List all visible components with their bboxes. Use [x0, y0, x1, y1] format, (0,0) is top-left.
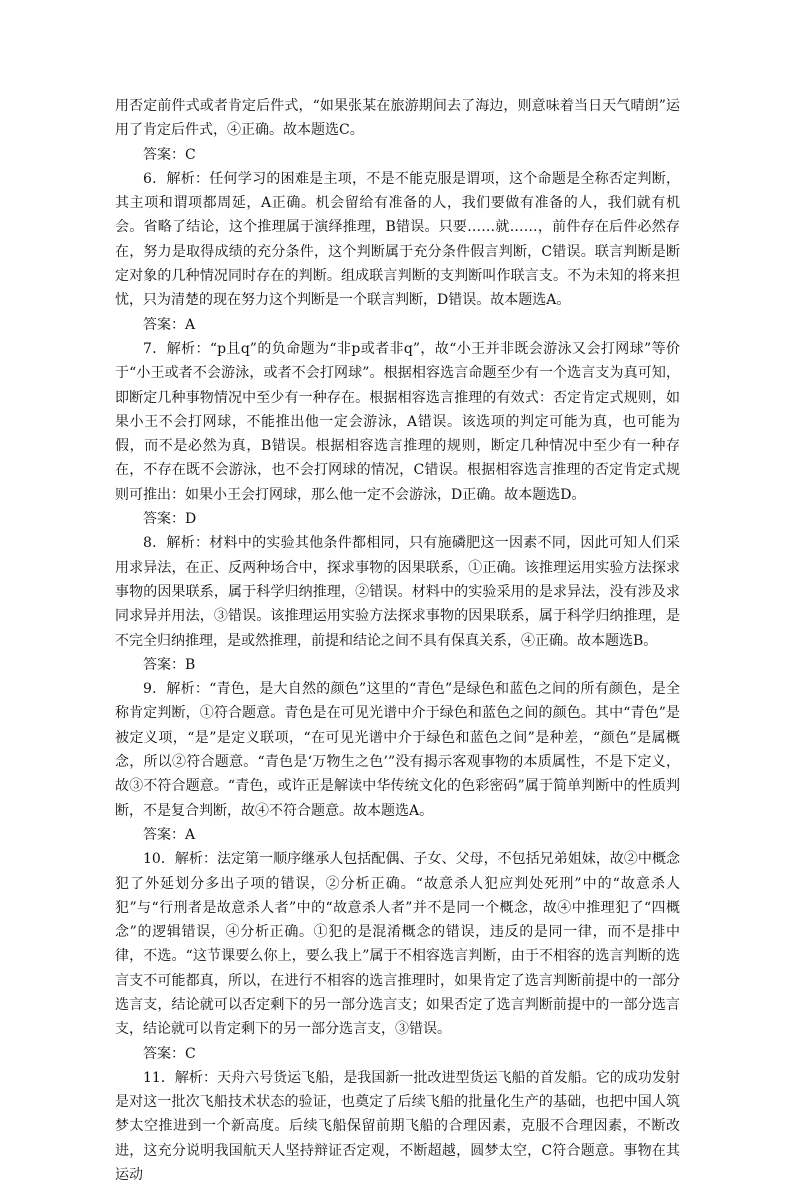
analysis-paragraph: 7．解析：“p且q”的负命题为“非p或者非q”，故“小王并非既会游泳又会打网球”等价于“小王或者不会游泳，或者不会打网球”。根据相容选言命题至少有一个选言支为真可知，即断定几种事物情况中至少有一种存在。根据相容选言推理的有效式：否定肯定式规则，如果小王不会打网球，不能推出他一定会游泳，A错误。该选项的判定可能为真，也可能为假，而不是必然为真，B错误。根据相容选言推理的规则，断定几种情况中至少有一种存在，不存在既不会游泳，也不会打网球的情况，C错误。根据相容选言推理的否定肯定式规则可推出：如果小王会打网球，那么他一定不会游泳，D正确。故本题选D。 [115, 340, 680, 503]
answer-line: 答案：C [143, 146, 196, 163]
analysis-paragraph: 9．解析：“青色，是大自然的颜色”这里的“青色”是绿色和蓝色之间的所有颜色，是全称肯定判断，①符合题意。青色是在可见光谱中介于绿色和蓝色之间的颜色。其中“青色”是被定义项，“是”是定义联项，“在可见光谱中介于绿色和蓝色之间”是种差，“颜色”是属概念，所以②符合题意。“青色是‘万物生之色’”没有揭示客观事物的本质属性，不是下定义，故③不符合题意。“青色，或许正是解读中华传统文化的色彩密码”属于简单判断中的性质判断，不是复合判断，故④不符合题意。故本题选A。 [115, 681, 680, 819]
answer-line: 答案：A [143, 826, 196, 843]
answer-line: 答案：C [143, 1045, 196, 1062]
answer-line: 答案：B [143, 656, 196, 673]
continuation-paragraph: 用否定前件式或者肯定后件式，“如果张某在旅游期间去了海边，则意味着当日天气晴朗”运用了肯定后件式，④正确。故本题选C。 [115, 98, 680, 139]
analysis-paragraph: 11．解析：天舟六号货运飞船，是我国新一批改进型货运飞船的首发船。它的成功发射是对这一批次飞船技术状态的验证，也奠定了后续飞船的批量化生产的基础，也把中国人筑梦太空推进到一个新高度。后续飞船保留前期飞船的合理因素，克服不合理因素，不断改进，这充分说明我国航天人坚持辩证否定观，不断超越，圆梦太空，C符合题意。事物在其运动 [115, 1069, 680, 1184]
analysis-paragraph: 6．解析：任何学习的困难是主项，不是不能克服是谓项，这个命题是全称否定判断，其主项和谓项都周延，A正确。机会留给有准备的人，我们要做有准备的人，我们就有机会。省略了结论，这个推理属于演绎推理，B错误。只要……就……，前件存在后件必然存在，努力是取得成绩的充分条件，这个判断属于充分条件假言判断，C错误。联言判断是断定对象的几种情况同时存在的判断。组成联言判断的支判断叫作联言支。不为未知的将来担忧，只为清楚的现在努力这个判断是一个联言判断，D错误。故本题选A。 [115, 170, 680, 309]
document-page [115, 94, 680, 1187]
answer-line: 答案：D [143, 511, 197, 528]
analysis-paragraph: 8．解析：材料中的实验其他条件都相同，只有施磷肥这一因素不同，因此可知人们采用求异法，在正、反两种场合中，探求事物的因果联系，①正确。该推理运用实验方法探求事物的因果联系，属于科学归纳推理，②错误。材料中的实验采用的是求异法，没有涉及求同求异并用法，③错误。该推理运用实验方法探求事物的因果联系，属于科学归纳推理，是不完全归纳推理，是或然推理，前提和结论之间不具有保真关系，④正确。故本题选B。 [115, 535, 680, 649]
answer-line: 答案：A [143, 316, 196, 333]
analysis-paragraph: 10．解析：法定第一顺序继承人包括配偶、子女、父母，不包括兄弟姐妹，故②中概念犯了外延划分多出子项的错误，②分析正确。“故意杀人犯应判处死刑”中的“故意杀人犯”与“行刑者是故意杀人者”中的“故意杀人者”并不是同一个概念，故④中推理犯了“四概念”的逻辑错误，④分析正确。①犯的是混淆概念的错误，违反的是同一律，而不是排中律，不选。“这节课要么你上，要么我上”属于不相容选言判断，由于不相容的选言判断的选言支不可能都真，所以，在进行不相容的选言推理时，如果肯定了选言判断前提中的一部分选言支，结论就可以否定剩下的另一部分选言支；如果否定了选言判断前提中的一部分选言支，结论就可以肯定剩下的另一部分选言支，③错误。 [115, 851, 680, 1038]
